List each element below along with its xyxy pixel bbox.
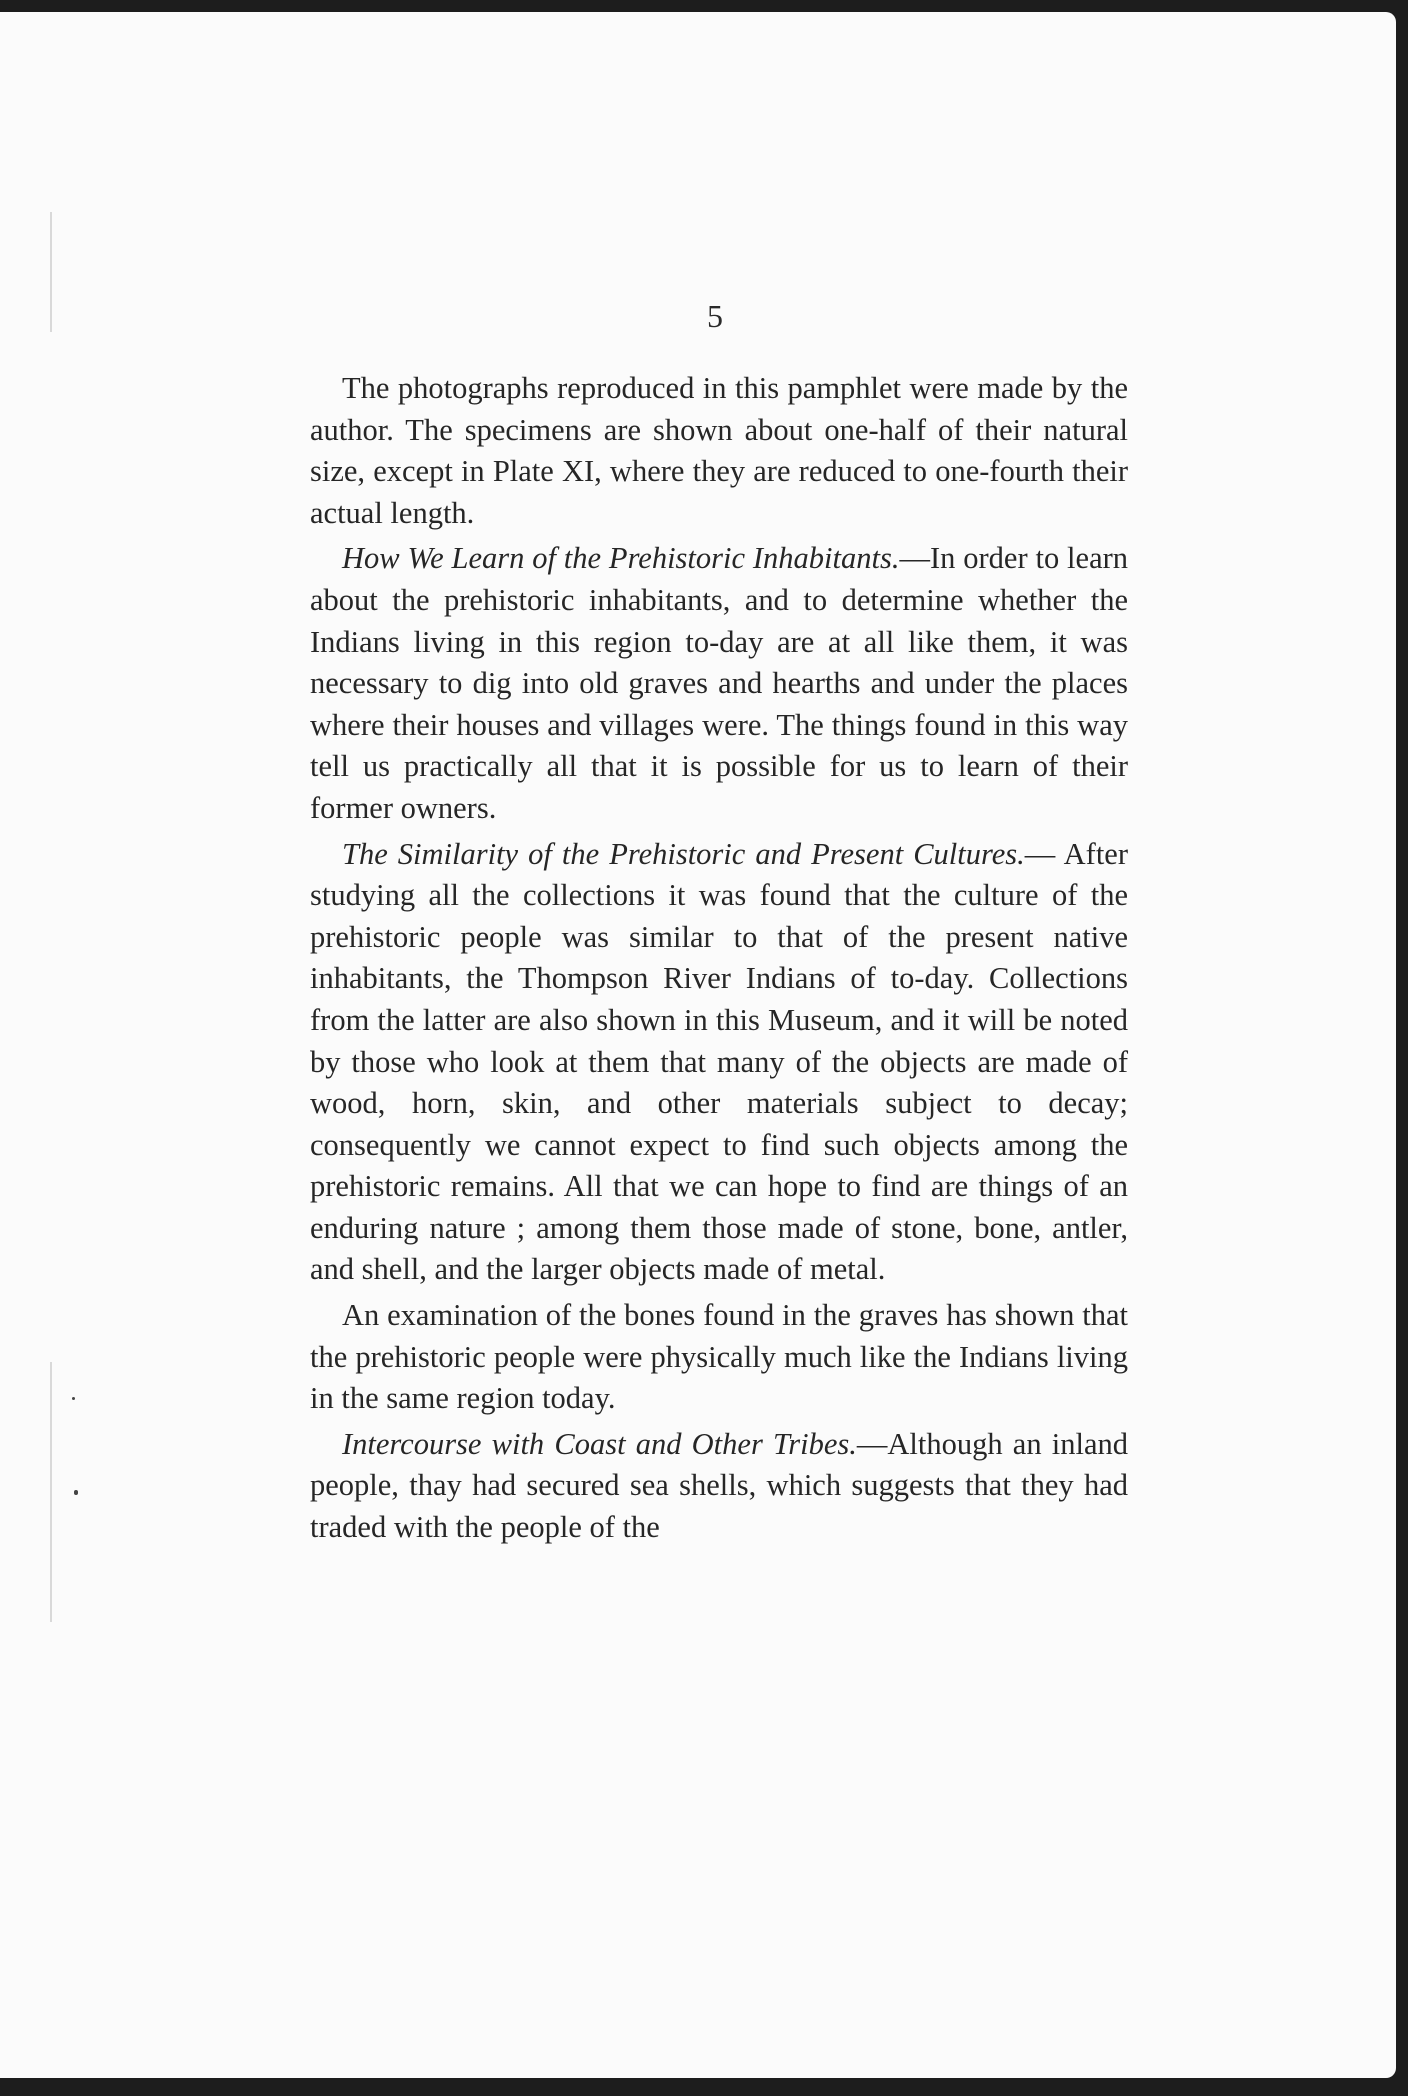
body-text — [310, 368, 1128, 1553]
scan-speck — [72, 1397, 75, 1400]
scan-speck — [74, 1490, 78, 1495]
paragraph — [310, 538, 1128, 829]
paragraph — [310, 1424, 1128, 1549]
section-heading: The Similarity of the Prehistoric and Present Cultures. — [342, 836, 1025, 871]
paragraph — [310, 368, 1128, 534]
paragraph-text: —Although an inland people, thay had secured sea shells, which suggests that they had traded with the people of the — [310, 1426, 1128, 1545]
document-page — [0, 12, 1396, 2078]
page-number: 5 — [707, 298, 723, 334]
paragraph-text: — After studying all the collections it was found that the culture of the prehistoric people was similar to that of the present native inhabitants, the Thompson River Indians of to-day. Collections from the latter are also shown in this Museum, and it will be noted by those who look at them that many of the objects are made of wood, horn, skin, and other materials subject to decay; consequently we cannot expect to find such objects among the prehistoric remains. All that we can hope to find are things of an enduring nature ; among them those made of stone, bone, antler, and shell, and the larger objects made of metal. — [310, 836, 1128, 1287]
paragraph-text: The photographs reproduced in this pamphlet were made by the author. The specimens are shown about one-half of their natural size, except in Plate XI, where they are reduced to one-fourth their actual length. — [310, 371, 1128, 530]
paragraph-text: —In order to learn about the prehistoric inhabitants, and to determine whether the Indians living in this region to-day are at all like them, it was necessary to dig into old graves and hearths and under the places where their houses and villages were. The things found in this way tell us practically all that it is possible for us to learn of their former owners. — [310, 541, 1129, 825]
gutter-shadow — [50, 1362, 52, 1622]
section-heading: How We Learn of the Prehistoric Inhabitants. — [342, 541, 900, 576]
paragraph — [310, 1295, 1128, 1420]
section-heading: Intercourse with Coast and Other Tribes. — [342, 1426, 857, 1461]
paragraph-text: An examination of the bones found in the graves has shown that the prehistoric people were physically much like the Indians living in the same region today. — [310, 1298, 1128, 1416]
paragraph — [310, 834, 1128, 1292]
